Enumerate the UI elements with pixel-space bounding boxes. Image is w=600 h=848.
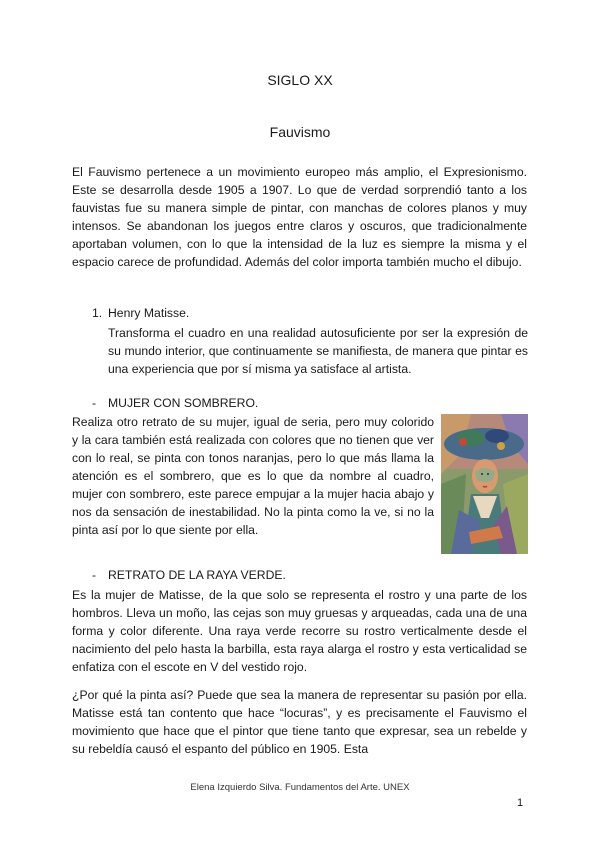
painting-woman-with-hat [441,414,528,554]
list-body: Transforma el cuadro en una realidad autosuficiente por ser la expresión de su mundo interior, que continuamente se manifiesta, de manera que pintar es una experiencia que por sí misma ya satisface al artista. [108,326,528,376]
paragraph-raya-verde: Es la mujer de Matisse, de la que solo se representa el rostro y una parte de los hombros. Lleva un moño, las cejas son muy gruesas y arqueadas, cada una de una forma y color diferente. Una raya verde recorre su rostro verticalmente desde el nacimiento del pelo hasta la barbilla, esta raya alarga el rostro y esta verticalidad se enfatiza con el escote en V del vestido rojo. [72,588,527,674]
section-title: Fauvismo [269,124,331,140]
paragraph-mujer-con-sombrero: Realiza otro retrato de su mujer, igual de seria, pero muy colorido y la cara también está realizada con colores que no tienen que ver con lo real, se pinta con tonos naranjas, pero lo que más llama la atención es el sombrero, que es lo que da nombre al cuadro, mujer con sombrero, este parece empujar a la mujer hacia abajo y nos da sensación de inestabilidad. No la pinta como la ve, si no la pinta así por lo que siente por ella. [72,415,434,537]
page-number: 1 [517,797,524,809]
bullet-raya: - [92,568,97,582]
page-footer: Elena Izquierdo Silva. Fundamentos del Arte. UNEX [190,782,410,793]
paragraph-por-que: ¿Por qué la pinta así? Puede que sea la manera de representar su pasión por ella. Matisse está tan contento que hace “locuras”, y es precisamente el Fauvismo el movimiento que hace que el pintor que tiene tanto que expresar, sea un rebelde y su rebeldía causó el espanto del público en 1905. Esta [72,688,527,756]
intro-paragraph: El Fauvismo pertenece a un movimiento europeo más amplio, el Expresionismo. Este se desarrolla desde 1905 a 1907. Lo que de verdad sorprendió tanto a los fauvistas fue su manera simple de pintar, con manchas de colores planos y muy intensos. Se abandonan los juegos entre claros y oscuros, que tradicionalmente aportaban volumen, con lo que la intensidad de la luz es siempre la misma y el espacio carece de profundidad. Además del color importa también mucho el dibujo. [72,165,527,269]
list-heading: Henry Matisse. [108,306,190,320]
bullet-mujer: - [92,396,97,410]
heading-retrato-raya-verde: RETRATO DE LA RAYA VERDE. [108,568,286,582]
list-number: 1. [92,306,103,320]
page-title: SIGLO XX [267,72,333,88]
heading-mujer-con-sombrero: MUJER CON SOMBRERO. [108,396,259,410]
